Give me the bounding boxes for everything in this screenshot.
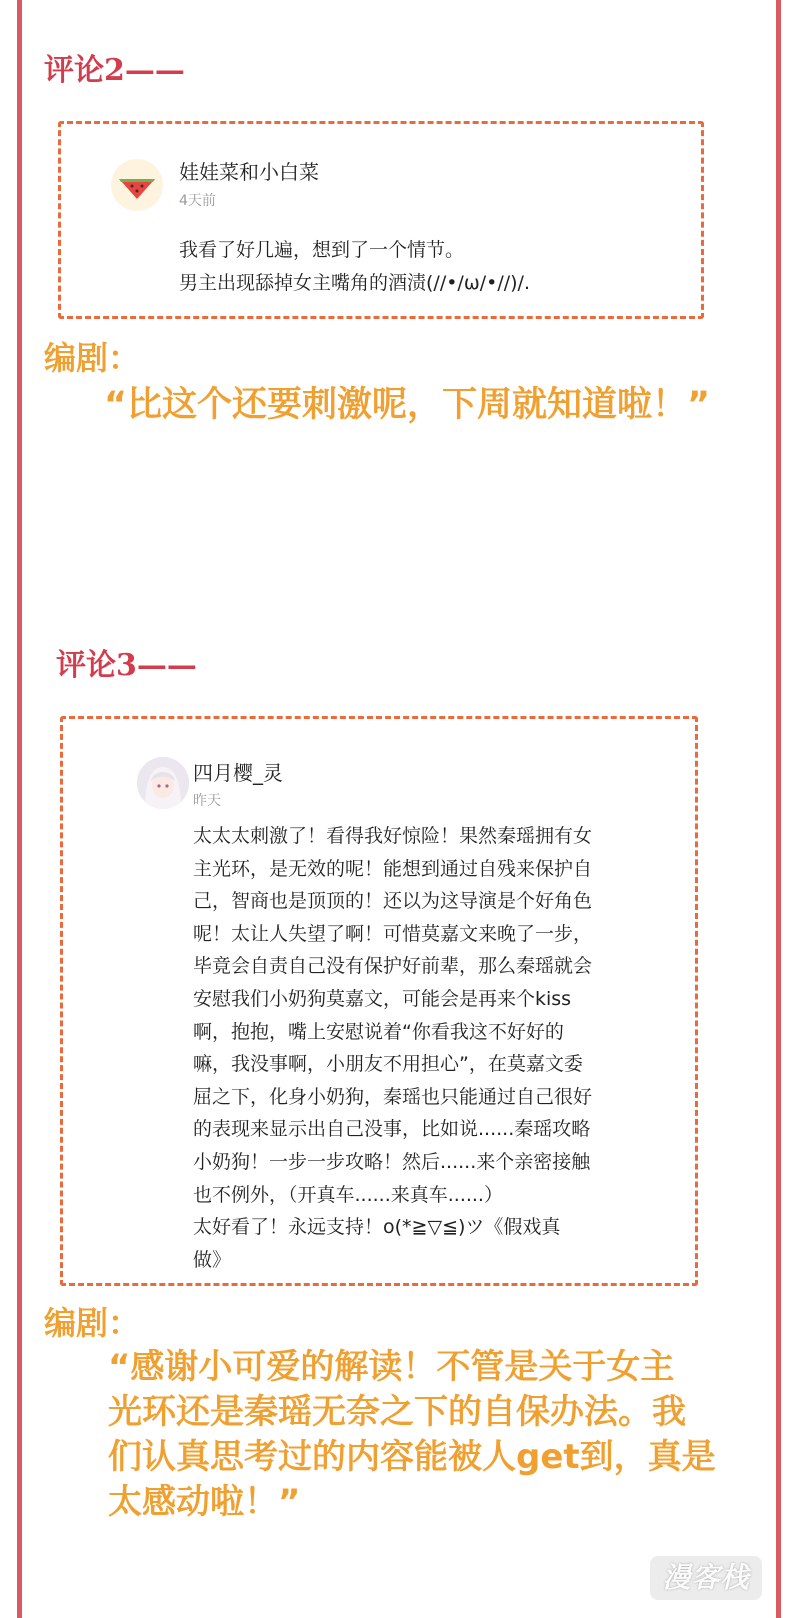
comment-3-line: 小奶狗！一步一步攻略！然后......来个亲密接触	[193, 1150, 591, 1173]
comment-2-username: 娃娃菜和小白菜	[179, 160, 319, 184]
comment-3-username: 四月樱_灵	[193, 761, 283, 785]
writer-reply-line: 光环还是秦瑶无奈之下的自保办法。我	[108, 1392, 686, 1432]
comment-3-line: 太好看了！永远支持！o(*≧▽≦)ツ《假戏真	[193, 1216, 561, 1239]
comment-3-title: 评论3——	[56, 648, 197, 683]
comment-3-writer-reply	[108, 1345, 716, 1525]
comment-2-writer-label: 编剧：	[44, 339, 141, 377]
writer-reply-line: “比这个还要刺激呢，下周就知道啦！”	[104, 385, 711, 425]
comment-3-line: 啊，抱抱，嘴上安慰说着“你看我这不好好的	[193, 1020, 564, 1043]
comment-2-timestamp: 4天前	[179, 193, 216, 209]
comment-3-line: 太太太刺激了！看得我好惊险！果然秦瑶拥有女	[193, 825, 593, 847]
comment-3-text	[193, 820, 592, 1276]
watermelon-icon	[111, 159, 163, 211]
comment-2-title: 评论2——	[44, 53, 185, 88]
comment-3-card	[60, 716, 698, 1286]
comment-3-writer-label: 编剧：	[44, 1304, 141, 1342]
comment-2-card	[58, 121, 704, 319]
comment-3-line: 主光环，是无效的呢！能想到通过自残来保护自	[193, 857, 593, 880]
comment-3-line: 毕竟会自责自己没有保护好前辈，那么秦瑶就会	[193, 955, 593, 978]
comment-3-line: 安慰我们小奶狗莫嘉文，可能会是再来个kiss	[193, 987, 572, 1010]
comment-3-line: 的表现来显示出自己没事，比如说......秦瑶攻略	[193, 1118, 591, 1141]
comment-3-timestamp: 昨天	[193, 793, 221, 809]
comment-3-line: 嘛，我没事啊，小朋友不用担心”，在莫嘉文委	[193, 1053, 583, 1076]
comment-3-line: 也不例外，（开真车......来真车......）	[193, 1183, 503, 1206]
comment-2-line: 我看了好几遍，想到了一个情节。	[179, 239, 465, 261]
writer-reply-line: 们认真思考过的内容能被人get到，真是	[108, 1437, 716, 1477]
right-border-line	[776, 0, 781, 1618]
writer-reply-line: “感谢小可爱的解读！不管是关于女主	[108, 1347, 675, 1387]
anime-girl-avatar-icon	[137, 757, 189, 809]
comment-3-line: 做》	[193, 1248, 232, 1271]
comment-3-line: 呢！太让人失望了啊！可惜莫嘉文来晚了一步，	[193, 922, 593, 945]
comment-3-line: 屈之下，化身小奶狗，秦瑶也只能通过自己很好	[193, 1085, 593, 1108]
comment-2-writer-reply	[104, 383, 710, 427]
comment-3-line: 己，智商也是顶顶的！还以为这导演是个好角色	[193, 890, 593, 913]
comment-2-line: 男主出现舔掉女主嘴角的酒渍(//•/ω/•//)/.	[179, 272, 530, 294]
watermark-logo: 漫客栈	[650, 1556, 762, 1600]
comment-2-text	[179, 234, 530, 300]
left-border-line	[17, 0, 22, 1618]
writer-reply-line: 太感动啦！”	[108, 1482, 301, 1522]
